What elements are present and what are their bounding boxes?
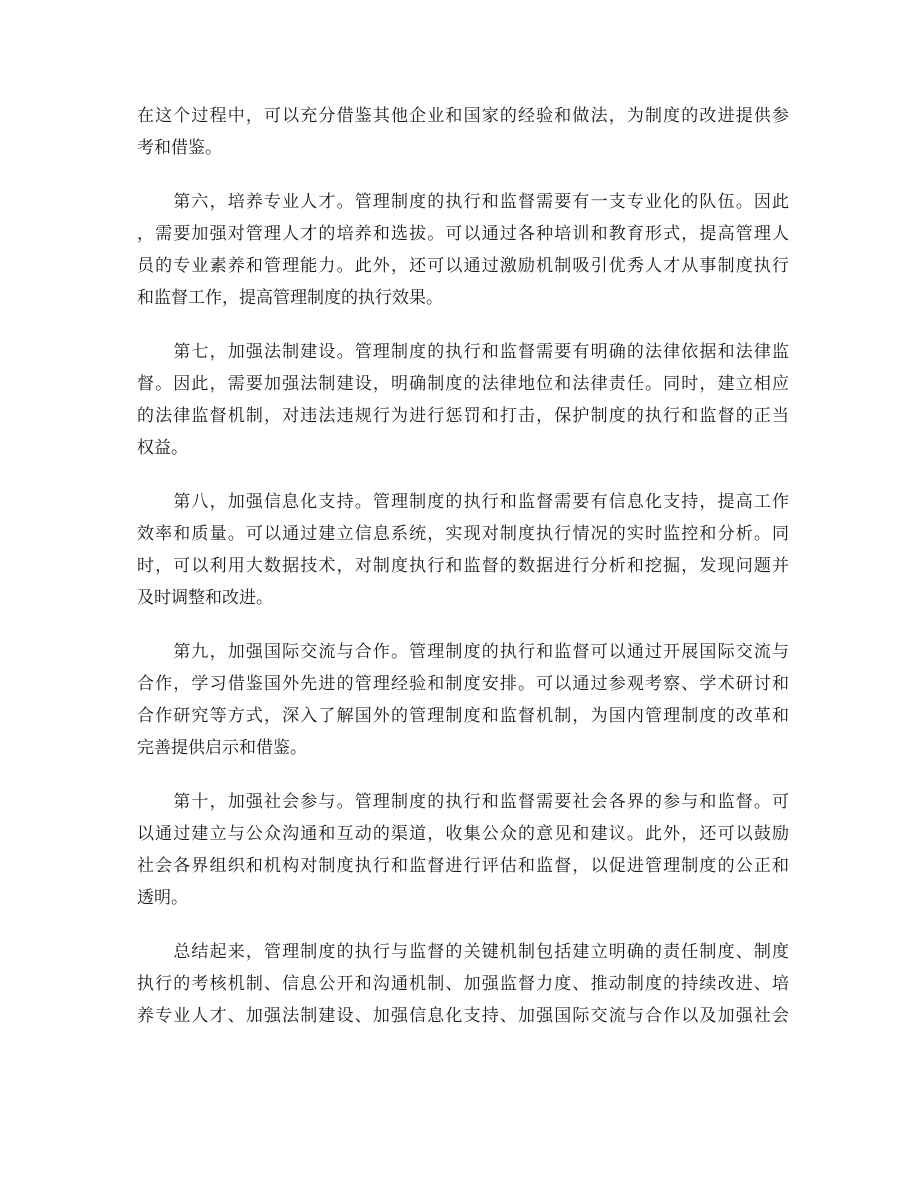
text-line: ，需要加强对管理人才的培养和选拔。可以通过各种培训和教育形式，提高管理人 [137, 224, 789, 244]
paragraph-informatization [137, 486, 789, 614]
text-line: 完善提供启示和借鉴。 [137, 738, 307, 758]
text-line: 的法律监督机制，对违法违规行为进行惩罚和打击，保护制度的执行和监督的正当 [137, 406, 789, 426]
text-line: 执行的考核机制、信息公开和沟通机制、加强监督力度、推动制度的持续改进、培 [137, 974, 789, 994]
text-line: 养专业人才、加强法制建设、加强信息化支持、加强国际交流与合作以及加强社会 [137, 1006, 789, 1026]
text-line: 第十，加强社会参与。管理制度的执行和监督需要社会各界的参与和监督。可 [137, 792, 789, 812]
text-line: 和监督工作，提高管理制度的执行效果。 [137, 288, 443, 308]
text-line: 效率和质量。可以通过建立信息系统，实现对制度执行情况的实时监控和分析。同 [137, 524, 789, 544]
text-line: 合作，学习借鉴国外先进的管理经验和制度安排。可以通过参观考察、学术研讨和 [137, 674, 789, 694]
text-line: 在这个过程中，可以充分借鉴其他企业和国家的经验和做法，为制度的改进提供参 [137, 106, 789, 126]
text-line: 员的专业素养和管理能力。此外，还可以通过激励机制吸引优秀人才从事制度执行 [137, 256, 789, 276]
text-line: 第九，加强国际交流与合作。管理制度的执行和监督可以通过开展国际交流与 [137, 642, 789, 662]
text-line: 社会各界组织和机构对制度执行和监督进行评估和监督，以促进管理制度的公正和 [137, 856, 789, 876]
text-line: 时，可以利用大数据技术，对制度执行和监督的数据进行分析和挖掘，发现问题并 [137, 556, 789, 576]
text-line: 第七，加强法制建设。管理制度的执行和监督需要有明确的法律依据和法律监 [137, 342, 789, 362]
paragraph-social [137, 786, 789, 914]
text-line: 透明。 [137, 888, 188, 908]
text-line: 及时调整和改进。 [137, 588, 273, 608]
text-line: 总结起来，管理制度的执行与监督的关键机制包括建立明确的责任制度、制度 [137, 942, 789, 962]
paragraph-summary [137, 936, 789, 1032]
paragraph-experience [137, 100, 789, 164]
paragraph-talent [137, 186, 789, 314]
document-body [137, 100, 789, 1054]
text-line: 以通过建立与公众沟通和互动的渠道，收集公众的意见和建议。此外，还可以鼓励 [137, 824, 789, 844]
text-line: 第六，培养专业人才。管理制度的执行和监督需要有一支专业化的队伍。因此 [137, 192, 789, 212]
text-line: 考和借鉴。 [137, 138, 222, 158]
text-line: 权益。 [137, 438, 188, 458]
text-line: 督。因此，需要加强法制建设，明确制度的法律地位和法律责任。同时，建立相应 [137, 374, 789, 394]
paragraph-international [137, 636, 789, 764]
paragraph-legal [137, 336, 789, 464]
text-line: 第八，加强信息化支持。管理制度的执行和监督需要有信息化支持，提高工作 [137, 492, 789, 512]
text-line: 合作研究等方式，深入了解国外的管理制度和监督机制，为国内管理制度的改革和 [137, 706, 789, 726]
